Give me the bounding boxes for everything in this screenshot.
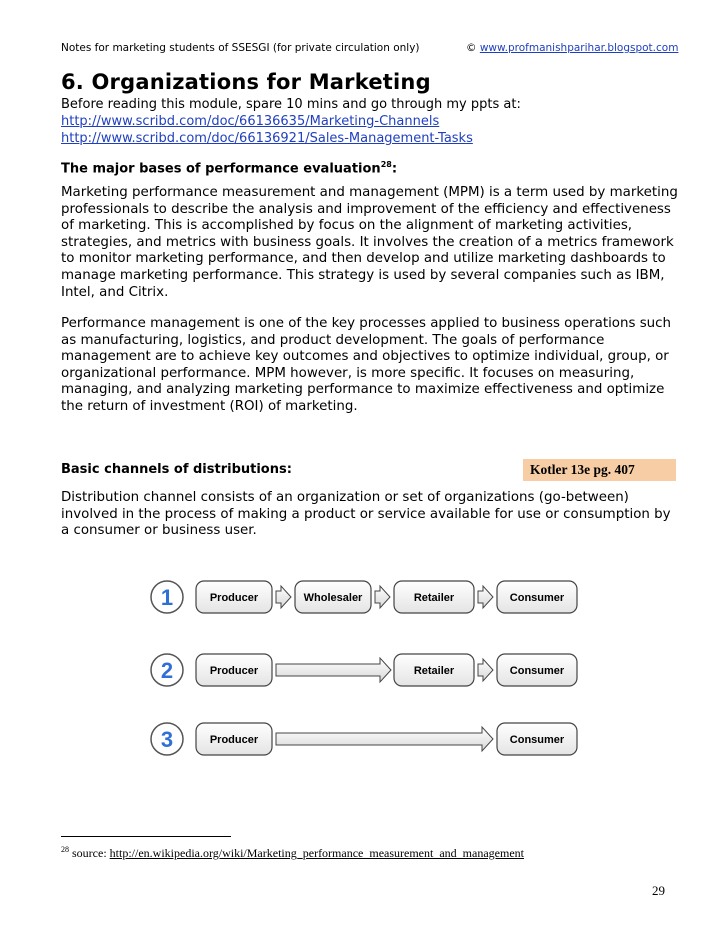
long-arrow (276, 727, 493, 751)
text-line: management are to achieve key outcomes and objectives to optimize individual, group, or (61, 349, 669, 365)
channel-row-1 (151, 581, 577, 613)
text-line: professionals to describe the analysis and improvement of the efficiency and effectiveness (61, 201, 671, 217)
footnote-ref: 28 (380, 160, 392, 169)
arrow (375, 586, 390, 608)
arrow (276, 586, 291, 608)
text-line: manage marketing performance. This strategy is used by several companies such as IBM, (61, 267, 665, 283)
channel-number: 1 (160, 585, 174, 610)
text-line: organizational performance. MPM however, is more specific. It focuses on measuring, (61, 365, 635, 381)
channel-number: 2 (160, 658, 174, 683)
page-title: 6. Organizations for Marketing (61, 70, 431, 94)
intro (61, 96, 521, 147)
section-heading-performance (61, 160, 397, 176)
text-line: Marketing performance measurement and management (MPM) is a term used by marketing (61, 185, 678, 200)
copyright-symbol: © (466, 42, 477, 54)
long-arrow (276, 658, 391, 682)
paragraph-distribution (61, 490, 681, 540)
kotler-reference-badge: Kotler 13e pg. 407 (523, 459, 676, 481)
footnote (61, 845, 524, 861)
text-line: Distribution channel consists of an organization or set of organizations (go-between) (61, 490, 629, 505)
channel-number: 3 (160, 727, 174, 752)
intro-text: Before reading this module, spare 10 mins and go through my ppts at: (61, 97, 521, 112)
channel-row-2 (151, 654, 577, 686)
text-line: to monitor marketing performance, and then develop and utilize marketing dashboards to (61, 251, 666, 267)
text-line: Performance management is one of the key processes applied to business operations such (61, 316, 672, 331)
page-number: 29 (652, 883, 665, 898)
channel-row-3 (151, 723, 577, 755)
retailer-label: Retailer (413, 665, 455, 677)
text-line: managing, and analyzing marketing performance to maximize effectiveness and optimize (61, 382, 665, 398)
section-heading-text: The major bases of performance evaluation (61, 161, 381, 177)
consumer-label: Consumer (509, 734, 565, 746)
text-line: as manufacturing, logistics, and product development. The goals of performance (61, 332, 605, 348)
page-header-right (466, 42, 678, 54)
footnote-label: source: (72, 846, 107, 860)
blog-link[interactable]: www.profmanishparihar.blogspot.com (479, 42, 679, 54)
footnote-source-link[interactable]: http://en.wikipedia.org/wiki/Marketing_performance_measurement_and_management (109, 846, 524, 860)
arrow (478, 586, 493, 608)
text-line: Intel, and Citrix. (61, 284, 169, 300)
footnote-number: 28 (61, 845, 69, 854)
text-line: a consumer or business user. (61, 523, 257, 539)
text-line: the return of investment (ROI) of marketing. (61, 398, 358, 414)
ppt-link-sales-management[interactable]: http://www.scribd.com/doc/66136921/Sales-Management-Tasks (61, 131, 473, 146)
consumer-label: Consumer (509, 592, 565, 604)
section-heading-distribution: Basic channels of distributions: (61, 462, 292, 477)
text-line: involved in the process of making a product or service available for use or consumption by (61, 506, 671, 522)
page-header-left: Notes for marketing students of SSESGI (for private circulation only) (61, 42, 420, 54)
distribution-channels-diagram (148, 570, 584, 770)
producer-label: Producer (209, 665, 259, 677)
producer-label: Producer (209, 734, 259, 746)
paragraph-mpm (61, 185, 681, 301)
retailer-label: Retailer (413, 592, 455, 604)
ppt-link-marketing-channels[interactable]: http://www.scribd.com/doc/66136635/Marketing-Channels (61, 114, 440, 129)
text-line: strategies, and metrics with business goals. It involves the creation of a metrics framework (61, 234, 674, 250)
wholesaler-label: Wholesaler (303, 592, 363, 604)
arrow (478, 659, 493, 681)
footnote-rule (61, 836, 231, 837)
consumer-label: Consumer (509, 665, 565, 677)
paragraph-performance-management (61, 316, 681, 416)
producer-label: Producer (209, 592, 259, 604)
text-line: of marketing. This is accomplished by focus on the alignment of marketing activities, (61, 218, 633, 234)
heading-colon: : (391, 161, 398, 177)
